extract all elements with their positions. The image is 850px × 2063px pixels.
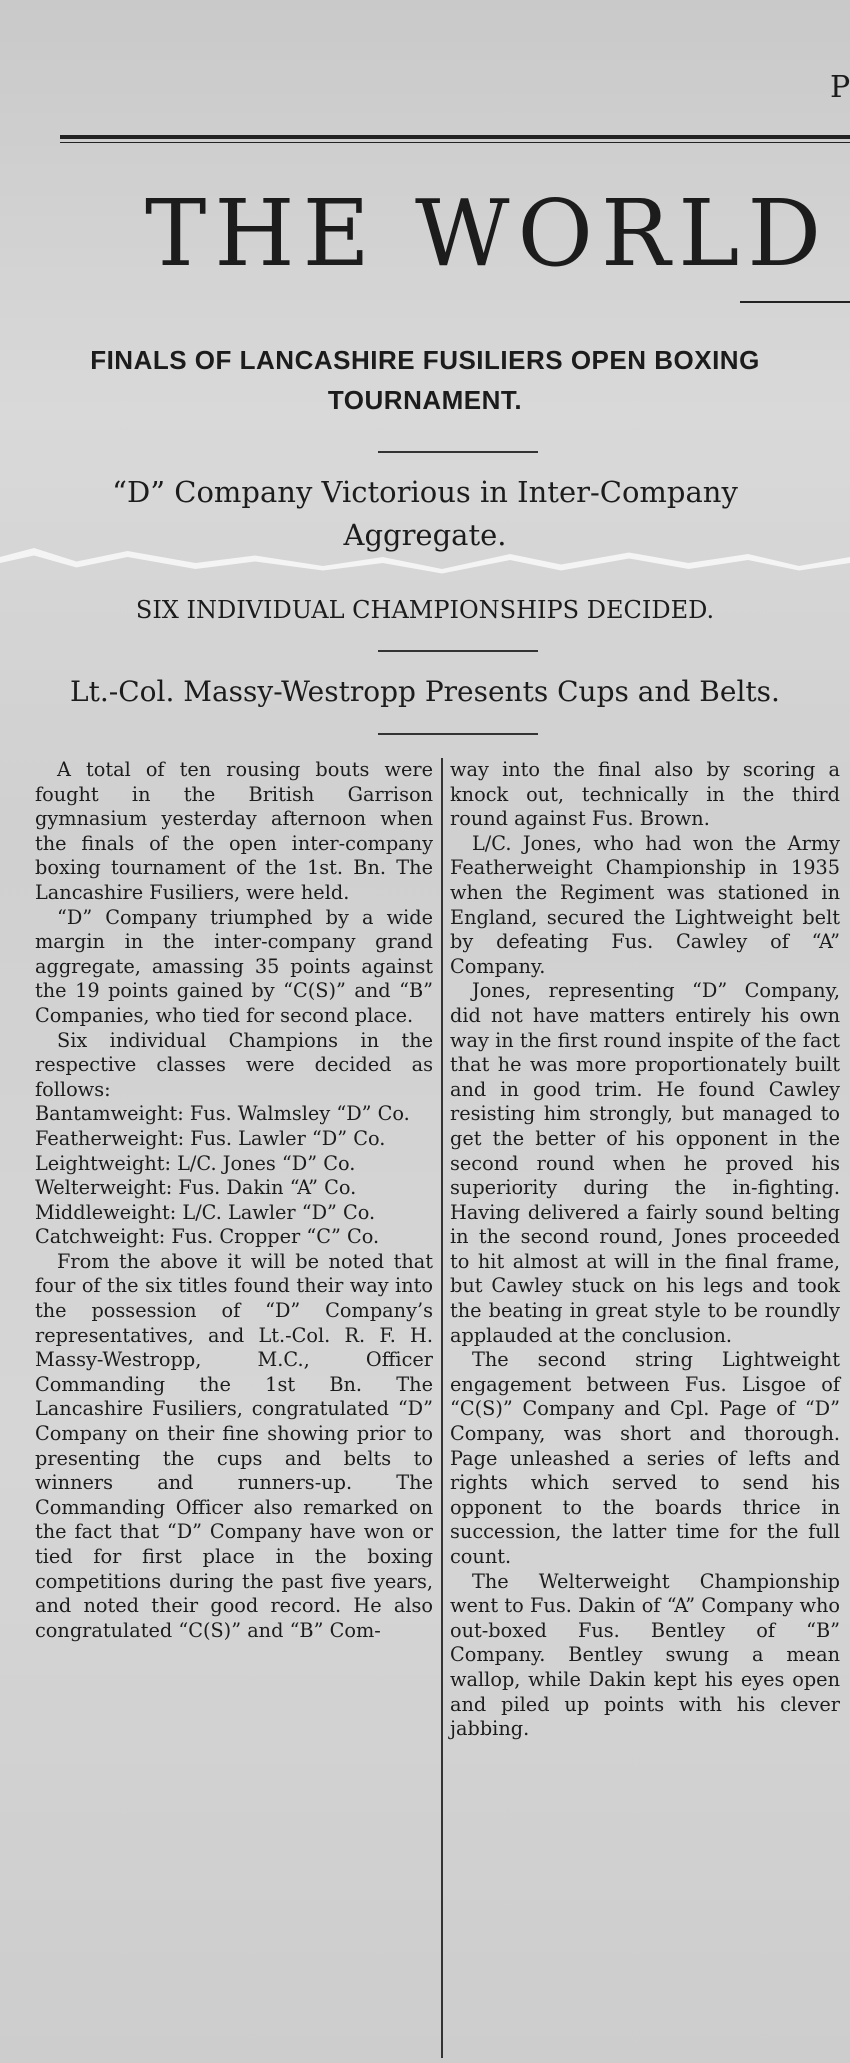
article-paragraph: From the above it will be noted that four of the six titles found their way into the possession of “D” Company’s representatives, and Lt.-Col. R. F. H. Massy-Westropp, M.C., Officer Commanding the 1st Bn. The Lancashire Fusiliers, congratulated “D” Company on their fine showing prior to presenting the cups and belts to winners and runners-up. The Commanding Officer also remarked on the fact that “D” Company have won or tied for first place in the boxing competitions during the past five years, and noted their good record. He also congratulated “C(S)” and “B” Com- [35,1249,433,1642]
article-paragraph: “D” Company triumphed by a wide margin in the inter-company grand aggregate, amassing 35 points against the 19 points gained by “C(S)” and “B” Companies, who tied for second place. [35,905,433,1027]
masthead-side-rule [740,301,850,303]
article-paragraph: A total of ten rousing bouts were fought in the British Garrison gymnasium yesterday afternoon when the finals of the open inter-company boxing tournament of the 1st. Bn. The Lancashire Fusiliers, were held. [35,758,433,904]
article-paragraph: Jones, representing “D” Company, did not have matters entirely his own way in the first round inspite of the fact that he was more proportionately built and in good trim. He found Cawley resisting him strongly, but managed to get the better of his opponent in the second round when he proved his superiority during the in-fighting. Having delivered a fairly sound belting in the second round, Jones proceeded to hit almost at will in the final frame, but Cawley stuck on his legs and took the beating in great style to be roundly applauded at the conclusion. [450,979,840,1347]
separator [378,733,538,735]
deck-subheading-line2: Aggregate. [343,518,507,552]
headline-line2: TOURNAMENT. [327,385,523,415]
champion-entry: Leightweight: L/C. Jones “D” Co. [35,1151,356,1175]
article-paragraph: Six individual Champions in the respective classes were decided as follows: [35,1028,433,1101]
article-paragraph: L/C. Jones, who had won the Army Featherweight Championship in 1935 when the Regiment was stationed in England, secured the Lightweight belt by defeating Fus. Cawley of “A” Company. [450,831,840,978]
article-paragraph: The second string Lightweight engagement between Fus. Lisgoe of “C(S)” Company and Cpl. Page of “D” Company, was short and thorough. Page unleashed a series of lefts and rights which served to send his opponent to the boards thrice in succession, the latter time for the full count. [450,1348,840,1568]
page-corner-letter: P [830,70,850,105]
masthead-top-rule-thin [60,142,850,143]
champion-entry: Bantamweight: Fus. Walmsley “D” Co. [35,1102,410,1126]
article-paragraph: way into the final also by scoring a knock out, technically in the third round against Fus. Brown. [450,758,840,831]
left-column [35,758,433,1643]
masthead-title: THE WORLD [145,180,830,287]
deck-caps-subheading: SIX INDIVIDUAL CHAMPIONSHIPS DECIDED. [135,596,715,624]
champion-entry: Featherweight: Fus. Lawler “D” Co. [35,1126,386,1150]
article-paragraph: The Welterweight Championship went to Fus. Dakin of “A” Company who out-boxed Fus. Bentley of “B” Company. Bentley swung a mean wallop, while Dakin kept his eyes open and piled up points with his clever jabbing. [450,1569,840,1741]
masthead-top-rule [60,135,850,139]
deck-subheading-3: Lt.-Col. Massy-Westropp Presents Cups and Belts. [70,675,780,708]
champion-entry: Catchweight: Fus. Cropper “C” Co. [35,1225,380,1249]
champion-entry: Welterweight: Fus. Dakin “A” Co. [35,1176,357,1200]
separator [378,451,538,453]
headline: FINALS OF LANCASHIRE FUSILIERS OPEN BOXING [90,345,760,375]
deck-subheading: “D” Company Victorious in Inter-Company [112,475,738,509]
column-divider [441,758,443,2058]
right-column [450,758,840,1742]
champion-entry: Middleweight: L/C. Lawler “D” Co. [35,1200,376,1224]
separator [378,650,538,652]
